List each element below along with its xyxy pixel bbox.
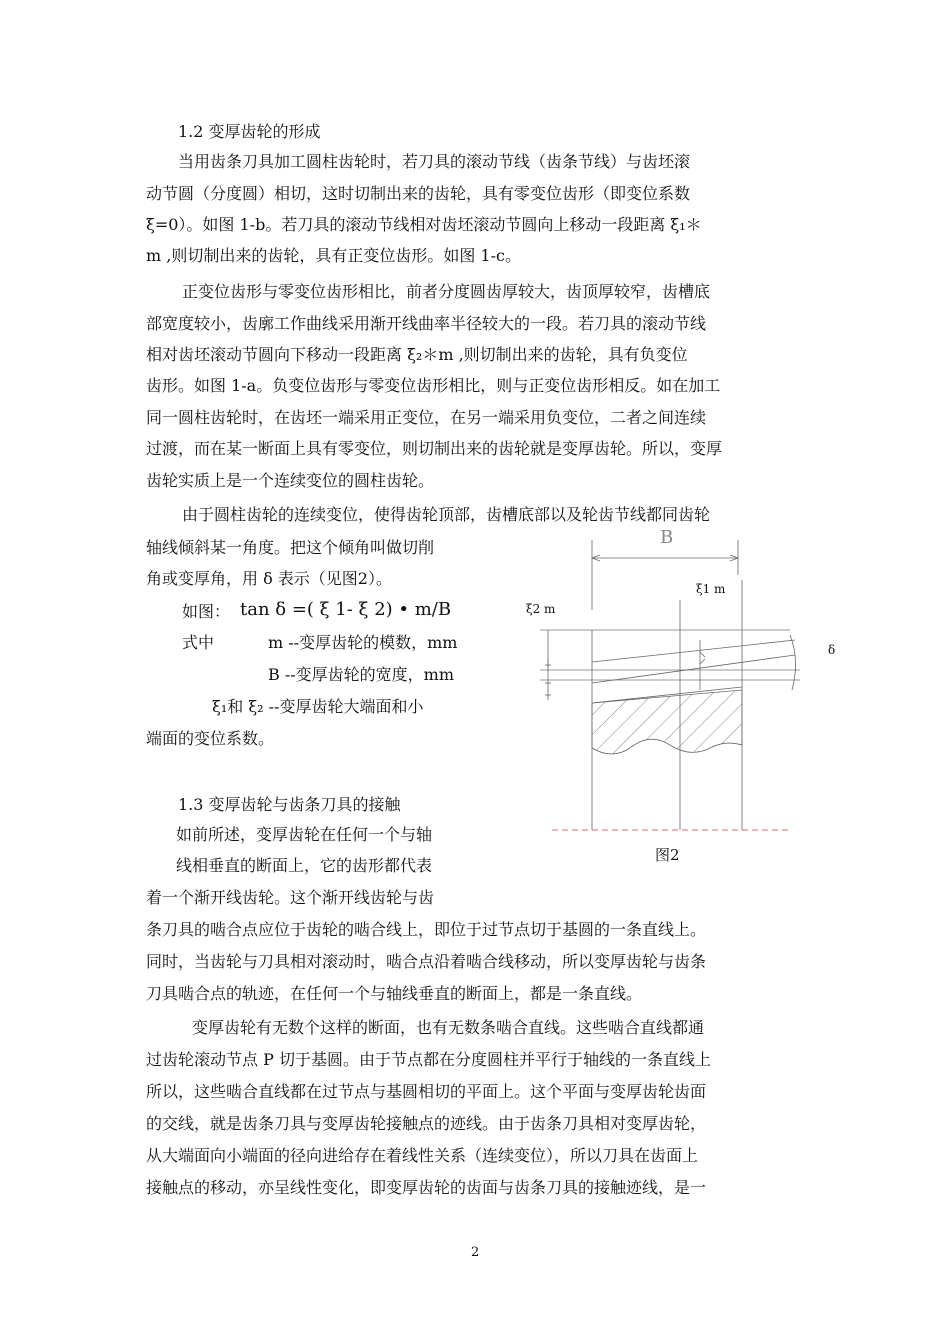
paragraph-line: 同时，当齿轮与刀具相对滚动时，啮合点沿着啮合线移动，所以变厚齿轮与齿条 xyxy=(146,952,707,971)
where-label: 式中 xyxy=(182,633,215,652)
paragraph-line: m ,则切制出来的齿轮，具有正变位齿形。如图 1-c。 xyxy=(146,246,521,265)
label-delta: δ xyxy=(828,643,836,657)
paragraph-line: 部宽度较小，齿廓工作曲线采用渐开线曲率半径较大的一段。若刀具的滚动节线 xyxy=(146,314,707,333)
hatched-region xyxy=(592,690,742,754)
figure-2-caption: 图2 xyxy=(655,846,680,864)
dimension-b xyxy=(592,540,738,610)
paragraph-line: 齿形。如图 1-a。负变位齿形与零变位齿形相比，则与正变位齿形相反。如在加工 xyxy=(146,376,721,395)
paragraph-line: 当用齿条刀具加工圆柱齿轮时，若刀具的滚动节线（齿条节线）与齿坯滚 xyxy=(178,152,691,171)
paragraph-line: 刀具啮合点的轨迹，在任何一个与轴线垂直的断面上，都是一条直线。 xyxy=(146,984,643,1003)
paragraph-line: 线相垂直的断面上，它的齿形都代表 xyxy=(176,856,433,875)
paragraph-line: 由于圆柱齿轮的连续变位，使得齿轮顶部，齿槽底部以及轮齿节线都同齿轮 xyxy=(182,505,711,524)
paragraph-line: 同一圆柱齿轮时，在齿坯一端采用正变位，在另一端采用负变位，二者之间连续 xyxy=(146,408,707,427)
paragraph-line: 角或变厚角，用 δ 表示（见图2）。 xyxy=(146,569,392,588)
paragraph-line: 过齿轮滚动节点 P 切于基圆。由于节点都在分度圆柱并平行于轴线的一条直线上 xyxy=(146,1050,711,1069)
label-xi1: ξ1 m xyxy=(696,582,726,596)
paragraph-line: 正变位齿形与零变位齿形相比，前者分度圆齿厚较大，齿顶厚较窄，齿槽底 xyxy=(182,282,711,301)
paragraph-line: 着一个渐开线齿轮。这个渐开线齿轮与齿 xyxy=(146,888,435,907)
paragraph-line: 如前所述，变厚齿轮在任何一个与轴 xyxy=(176,825,433,844)
inclined-lines xyxy=(592,635,796,703)
paragraph-line: 条刀具的啮合点应位于齿轮的啮合线上，即位于过节点切于基圆的一条直线上。 xyxy=(146,920,707,939)
formula-prefix: 如图： xyxy=(182,602,231,621)
definition-m: m --变厚齿轮的模数，mm xyxy=(268,633,458,652)
page-number: 2 xyxy=(471,1245,480,1260)
paragraph-line: 轴线倾斜某一角度。把这个倾角叫做切削 xyxy=(146,538,435,557)
paragraph-line: ξ=0）。如图 1-b。若刀具的滚动节线相对齿坯滚动节圆向上移动一段距离 ξ₁＊ xyxy=(146,215,702,234)
section-1-2-heading: 1.2 变厚齿轮的形成 xyxy=(178,122,321,141)
paragraph-line: 齿轮实质上是一个连续变位的圆柱齿轮。 xyxy=(146,471,435,490)
paragraph-line: 过渡，而在某一断面上具有零变位，则切制出来的齿轮就是变厚齿轮。所以，变厚 xyxy=(146,439,723,458)
paragraph-line: 从大端面向小端面的径向进给存在着线性关系（连续变位），所以刀具在齿面上 xyxy=(146,1146,699,1165)
paragraph-line: 接触点的移动，亦呈线性变化，即变厚齿轮的齿面与齿条刀具的接触迹线，是一 xyxy=(146,1178,707,1197)
paragraph-line: 动节圆（分度圆）相切，这时切制出来的齿轮，具有零变位齿形（即变位系数 xyxy=(146,184,691,203)
definition-xi-cont: 端面的变位系数。 xyxy=(146,729,275,748)
formula-tan-delta: tan δ =( ξ 1- ξ 2) • m/B xyxy=(240,599,452,620)
paragraph-line: 所以，这些啮合直线都在过节点与基圆相切的平面上。这个平面与变厚齿轮齿面 xyxy=(146,1082,707,1101)
paragraph-line: 相对齿坯滚动节圆向下移动一段距离 ξ₂＊m ,则切制出来的齿轮，具有负变位 xyxy=(146,345,688,364)
label-xi2: ξ2 m xyxy=(526,602,556,616)
section-1-3-heading: 1.3 变厚齿轮与齿条刀具的接触 xyxy=(178,795,401,814)
paragraph-line: 的交线，就是齿条刀具与变厚齿轮接触点的迹线。由于齿条刀具相对变厚齿轮， xyxy=(146,1114,707,1133)
paragraph-line: 变厚齿轮有无数个这样的断面，也有无数条啮合直线。这些啮合直线都通 xyxy=(192,1018,705,1037)
definition-b: B --变厚齿轮的宽度，mm xyxy=(268,665,455,684)
definition-xi: ξ₁和 ξ₂ --变厚齿轮大端面和小 xyxy=(212,697,424,716)
label-b: B xyxy=(660,527,674,548)
